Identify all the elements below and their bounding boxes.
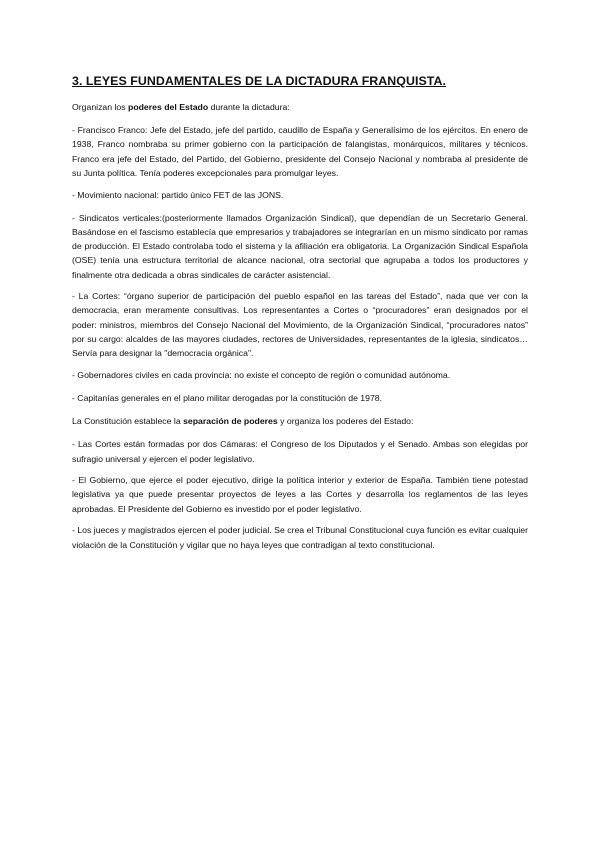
intro-2-bold: separación de poderes [183, 416, 278, 427]
paragraph-cortes: - La Cortes: “órgano superior de participación del pueblo español en las tareas del Estado”, nada que ver con la democracia, eran meramente consultivas. Los representantes a Cortes o “procuradores” eran designados por el poder: ministros, miembros del Consejo Nacional del Movimiento, de la Organización Sindical, “procuradores natos” por su cargo: alcaldes de las mayores ciudades, rectores de Universidades, representantes de la iglesia, sindicatos… Servía para designar la "democracia orgánica". [72, 291, 528, 359]
paragraph-gobernadores: - Gobernadores civiles en cada provincia: no existe el concepto de región o comunidad autónoma. [72, 369, 451, 380]
intro-1-bold: poderes del Estado [128, 102, 209, 112]
intro-2-text-post: y organiza los poderes del Estado: [277, 416, 414, 427]
paragraph-capitanias: - Capitanías generales en el plano militar derogadas por la constitución de 1978. [72, 392, 383, 403]
intro-2-text-pre: La Constitución establece la [72, 416, 184, 427]
page-title: 3. LEYES FUNDAMENTALES DE LA DICTADURA FRANQUISTA. [72, 74, 446, 88]
intro-1-text-pre: Organizan los [72, 102, 129, 112]
paragraph-jueces: - Los jueces y magistrados ejercen el poder judicial. Se crea el Tribunal Constitucional cuya función es evitar cualquier violación de la Constitución y vigilar que no haya leyes que contradigan al texto constitucional. [72, 525, 528, 550]
paragraph-movimiento: - Movimiento nacional: partido único FET de las JONS. [72, 189, 284, 200]
intro-1-text-post: durante la dictadura: [208, 102, 290, 112]
paragraph-las-cortes: - Las Cortes están formadas por dos Cámaras: el Congreso de los Diputados y el Senado. Ambas son elegidas por sufragio universal y ejercen el poder legislativo. [72, 439, 528, 464]
paragraph-gobierno: - El Gobierno, que ejerce el poder ejecutivo, dirige la política interior y exterior de España. También tiene potestad legislativa ya que puede presentar proyectos de leyes a las Cortes y desarrolla los reglamentos de las leyes aprobadas. El Presidente del Gobierno es investido por el poder legislativo. [72, 475, 528, 514]
intro-paragraph-1 [72, 100, 528, 114]
paragraph-franco: - Francisco Franco: Jefe del Estado, jefe del partido, caudillo de España y Generalísimo de los ejércitos. En enero de 1938, Franco nombraba su primer gobierno con la participación de falangistas, monárquicos, militares y técnicos. Franco era jefe del Estado, del Partido, del Gobierno, presidente del Consejo Nacional y nombraba al presidente de su Junta política. Tenía poderes excepcionales para promulgar leyes. [72, 125, 528, 178]
document-page [72, 74, 528, 559]
intro-paragraph-2 [72, 414, 528, 428]
paragraph-sindicatos: - Sindicatos verticales:(posteriormente llamados Organización Sindical), que dependían de un Secretario General. Basándose en el fascismo establecía que empresarios y trabajadores se integrarían en un mismo sindicato por ramas de producción. El Estado controlaba todo el sistema y la afiliación era obligatoria. La Organización Sindical Española (OSE) tenía una estructura territorial de alcance nacional, otra sectorial que agrupaba a todos los productores y finalmente otra dedicada a obras sindicales de carácter asistencial. [72, 212, 528, 280]
